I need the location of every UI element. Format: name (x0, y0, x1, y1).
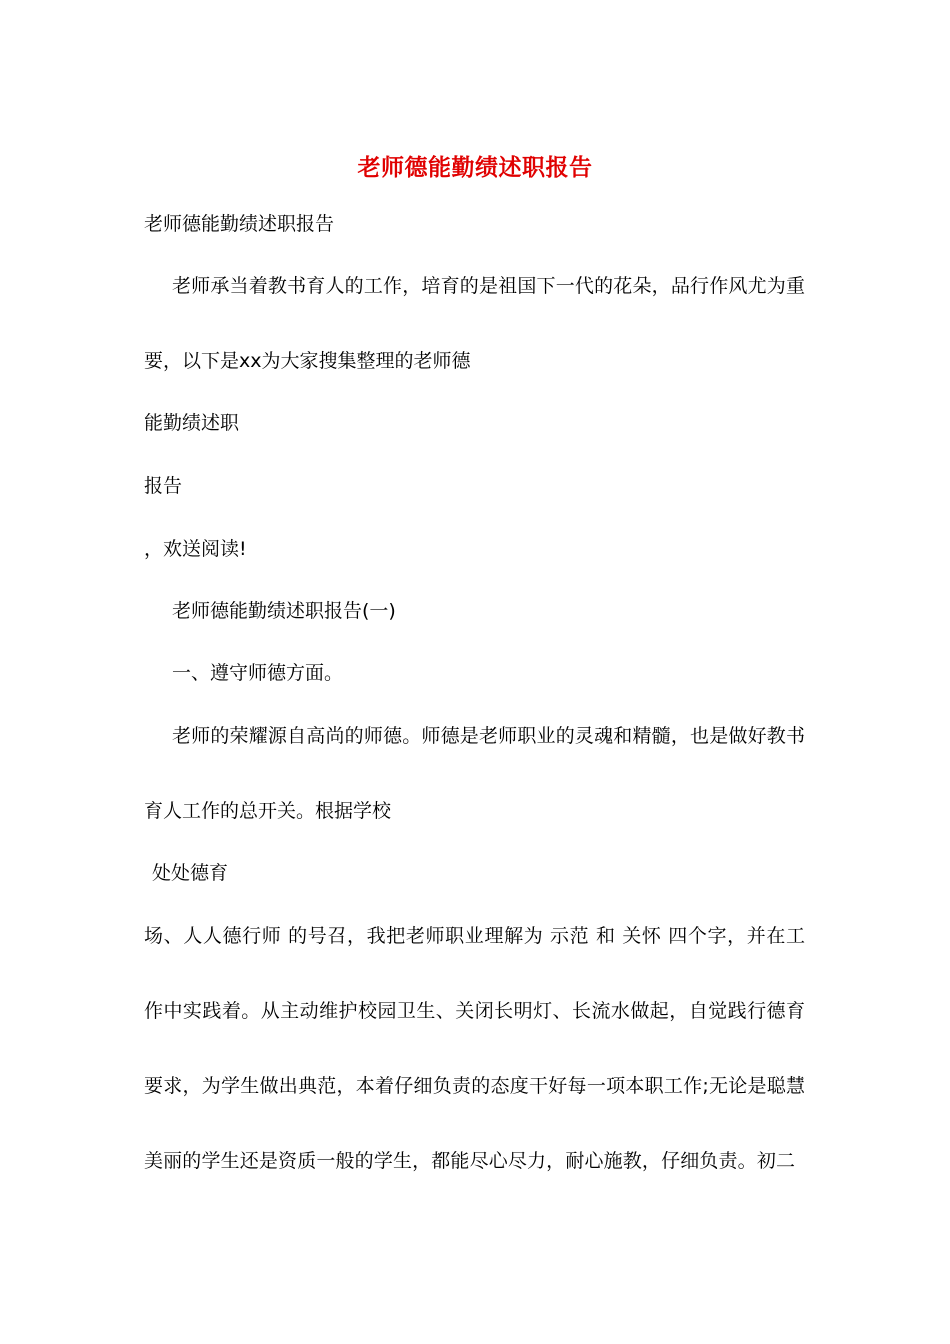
paragraph-line: 场、人人德行师 的号召，我把老师职业理解为 示范 和 关怀 四个字，并在工 (144, 925, 805, 947)
paragraph-line: 要求，为学生做出典范，本着仔细负责的态度干好每一项本职工作;无论是聪慧 (144, 1075, 805, 1097)
paragraph-line: ，欢送阅读! (144, 538, 247, 560)
paragraph-line: 育人工作的总开关。根据学校 (144, 800, 392, 822)
paragraph-line: 老师承当着教书育人的工作，培育的是祖国下一代的花朵，品行作风尤为重 (172, 275, 805, 297)
paragraph-line: 美丽的学生还是资质一般的学生，都能尽心尽力，耐心施教，仔细负责。初二 (144, 1150, 795, 1172)
section-subheading: 一、遵守师德方面。 (172, 662, 344, 684)
paragraph-line: 老师的荣耀源自高尚的师德。师德是老师职业的灵魂和精髓，也是做好教书 (172, 725, 805, 747)
paragraph-line: 报告 (144, 475, 183, 497)
document-title: 老师德能勤绩述职报告 (357, 154, 593, 181)
paragraph-line: 要，以下是xx为大家搜集整理的老师德 (144, 350, 471, 372)
paragraph-line: 能勤绩述职 (144, 412, 240, 434)
subtitle-line: 老师德能勤绩述职报告 (144, 213, 335, 235)
section-heading: 老师德能勤绩述职报告(一) (172, 600, 396, 622)
paragraph-line: 作中实践着。从主动维护校园卫生、关闭长明灯、长流水做起，自觉践行德育 (144, 1000, 805, 1022)
paragraph-line: 处处德育 (152, 862, 229, 884)
